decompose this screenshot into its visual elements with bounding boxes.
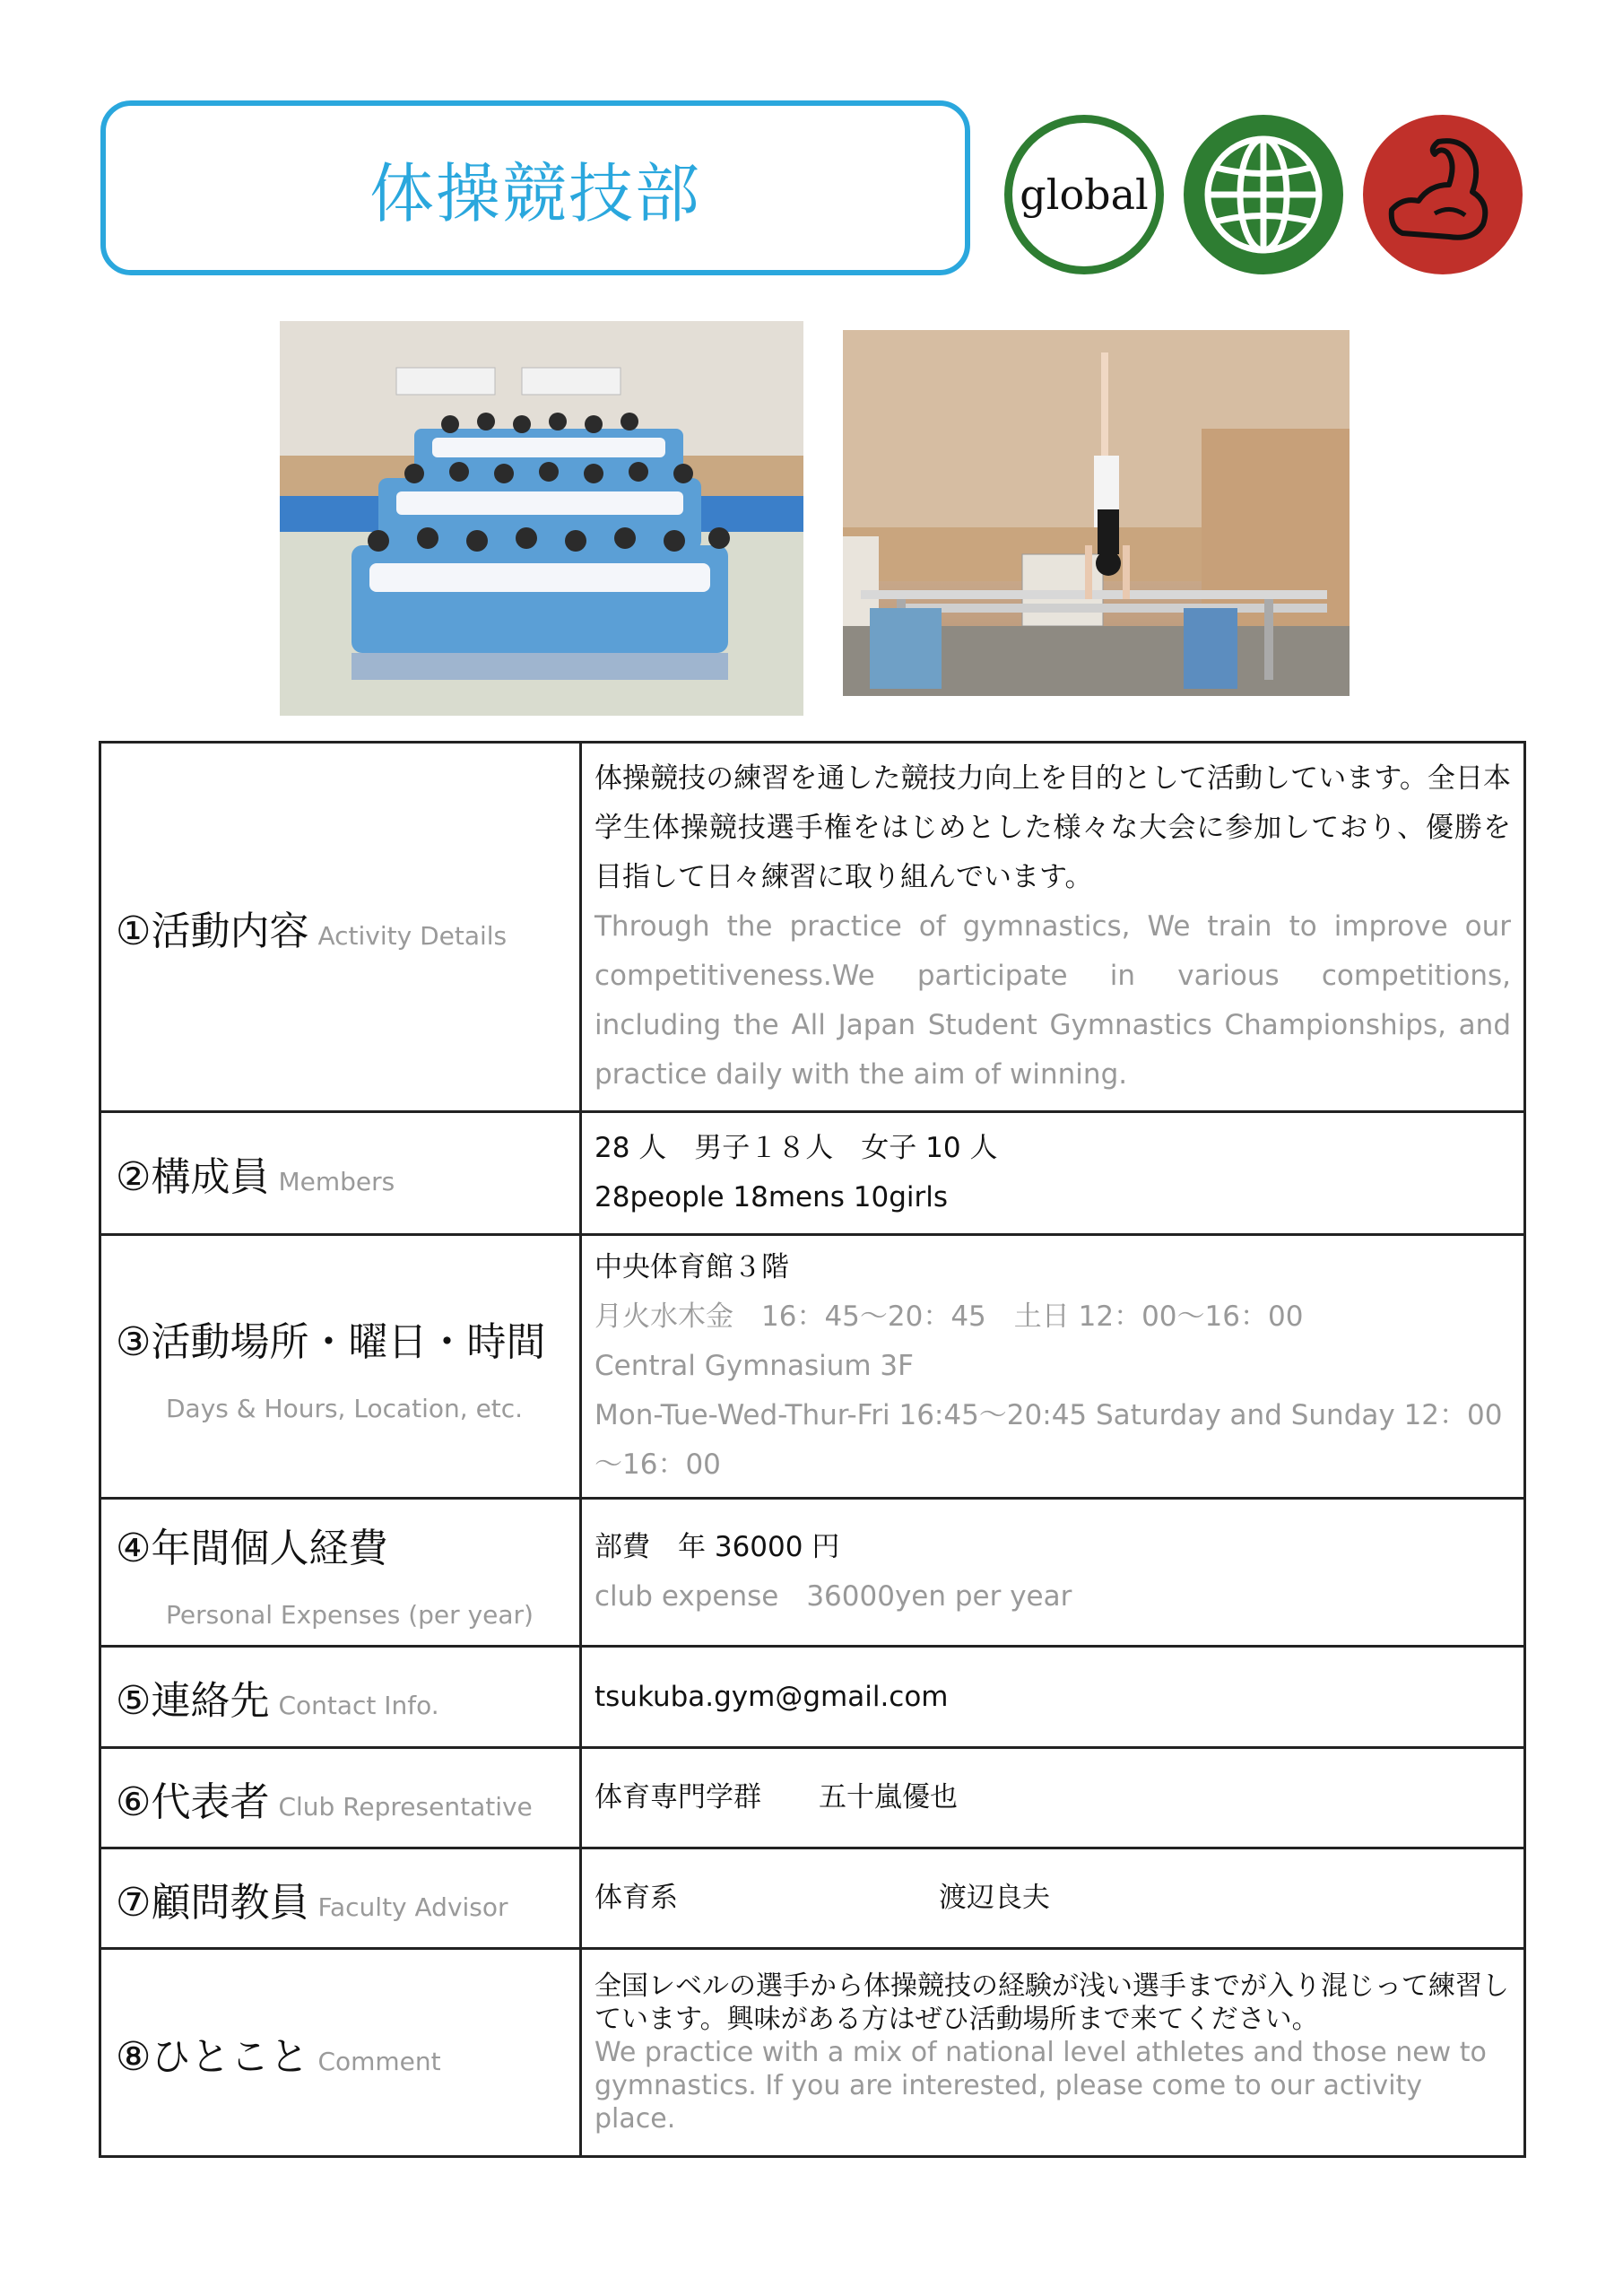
table-row-comment [100,1949,1525,2157]
table-row-expense [100,1499,1525,1647]
members-label-en: Members [278,1167,395,1196]
representative-name: 五十嵐優也 [819,1781,958,1813]
activity-label-en: Activity Details [317,920,508,951]
place-jp-location: 中央体育館３階 [595,1251,789,1283]
club-info-table [99,741,1526,2158]
global-badge-label: global [1020,170,1149,219]
representative-dept: 体育専門学群 [595,1781,761,1813]
advisor-dept: 体育系 [595,1882,678,1914]
activity-label: ①活動内容 [116,908,309,954]
members-content [581,1112,1525,1235]
expense-label: ④年間個人経費 [116,1525,388,1571]
advisor-content [581,1848,1525,1949]
representative-content [581,1748,1525,1848]
members-jp: 28 人 男子１８人 女子 10 人 [595,1132,998,1164]
place-en-time: Mon-Tue-Wed-Thur-Fri 16:45～20:45 Saturday and Sunday 12：00～16：00 [595,1399,1503,1481]
place-jp-time: 月火水木金 16：45～20：45 土日 12：00～16：00 [595,1300,1304,1333]
expense-jp: 部費 年 36000 円 [595,1531,840,1563]
parallel-bars-photo [843,330,1350,696]
representative-label-en: Club Representative [278,1791,533,1822]
place-label-en: Days & Hours, Location, etc. [166,1394,524,1423]
comment-content [581,1949,1525,2157]
table-row-members [100,1112,1525,1235]
place-label: ③活動場所・曜日・時間 [116,1319,546,1365]
place-label-cell [100,1235,581,1499]
title-box [100,100,970,275]
advisor-label-en: Faculty Advisor [317,1892,508,1922]
activity-content [581,743,1525,1112]
comment-jp: 全国レベルの選手から体操競技の経験が浅い選手までが入り混じって練習しています。興味がある方はぜひ活動場所まで来てください。 [595,1970,1509,2035]
contact-label-en: Contact Info. [278,1691,439,1720]
contact-email[interactable]: tsukuba.gym@gmail.com [595,1680,949,1713]
activity-jp: 体操競技の練習を通した競技力向上を目的として活動しています。全日本学生体操競技選手権をはじめとした様々な大会に参加しており、優勝を目指して日々練習に取り組んでいます。 [595,762,1511,893]
global-badge [1004,115,1164,274]
members-en: 28people 18mens 10girls [595,1181,948,1213]
contact-content [581,1647,1525,1748]
comment-en: We practice with a mix of national level athletes and those new to gymnastics. If you are interested, please come to our activity place. [595,2037,1487,2135]
advisor-label-cell [100,1848,581,1949]
representative-label-cell [100,1748,581,1848]
comment-label-en: Comment [317,2046,441,2076]
expense-en: club expense 36000yen per year [595,1580,1072,1613]
table-row-contact [100,1647,1525,1748]
comment-label-cell [100,1949,581,2157]
place-en-location: Central Gymnasium 3F [595,1350,914,1382]
contact-label: ⑤連絡先 [116,1678,270,1724]
team-photo [280,321,803,716]
advisor-label: ⑦顧問教員 [116,1879,309,1926]
members-label-cell [100,1112,581,1235]
advisor-name: 渡辺良夫 [939,1882,1050,1914]
members-label: ②構成員 [116,1154,270,1200]
table-row-place [100,1235,1525,1499]
place-content [581,1235,1525,1499]
globe-badge [1184,115,1343,274]
contact-label-cell [100,1647,581,1748]
representative-label: ⑥代表者 [116,1779,270,1825]
comment-label: ⑧ひとこと [116,2033,309,2080]
expense-label-en: Personal Expenses (per year) [166,1599,534,1630]
flexed-biceps-icon [1376,127,1510,262]
table-row-activity [100,743,1525,1112]
page-title: 体操競技部 [369,155,701,231]
expense-label-cell [100,1499,581,1647]
table-row-representative [100,1748,1525,1848]
table-row-advisor [100,1848,1525,1949]
activity-en: Through the practice of gymnastics, We train to improve our competitiveness.We participate in various competitions, including the All Japan Student Gymnastics Championships, and practice daily with the aim of winning. [595,910,1511,1091]
globe-icon [1196,127,1331,262]
muscle-badge [1363,115,1523,274]
activity-label-cell [100,743,581,1112]
expense-content [581,1499,1525,1647]
